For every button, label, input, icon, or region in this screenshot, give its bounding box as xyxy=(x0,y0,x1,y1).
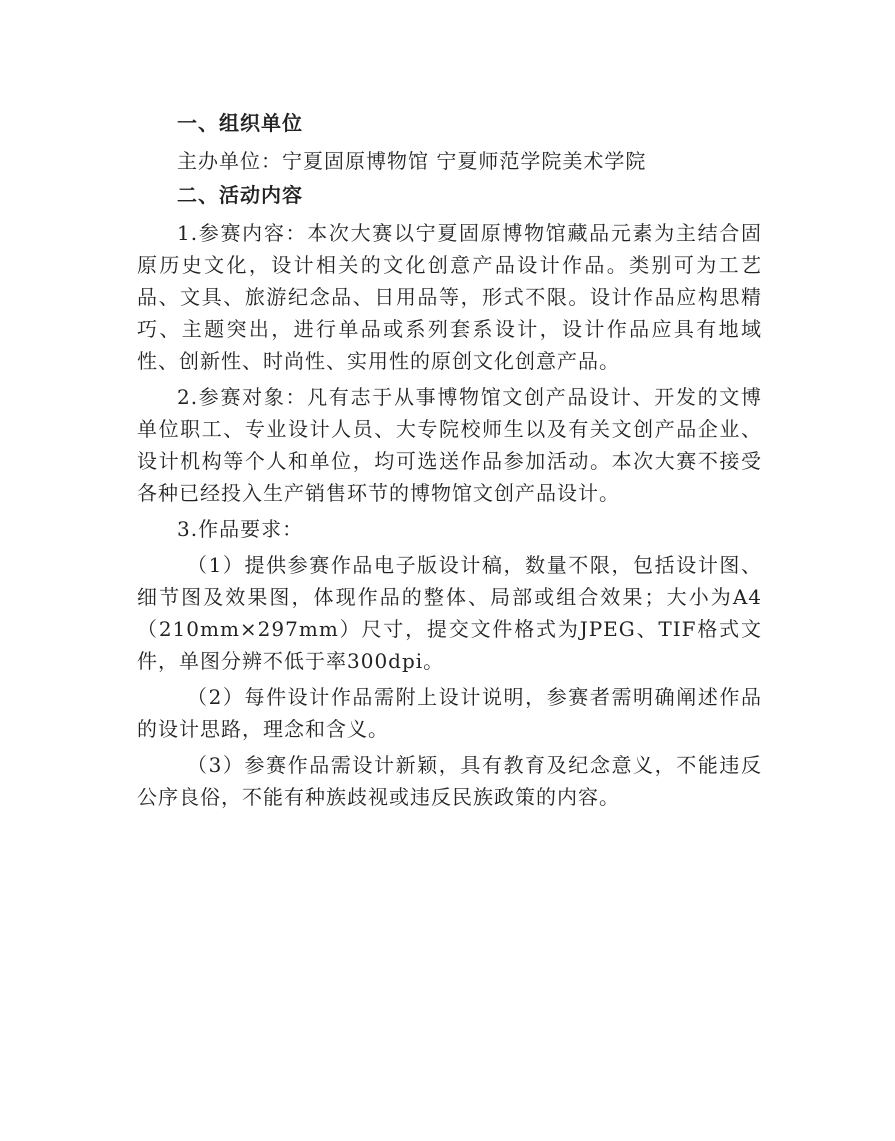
organizers-text: 主办单位：宁夏固原博物馆 宁夏师范学院美术学院 xyxy=(177,149,647,173)
paragraph-requirements-title: 3.作品要求： xyxy=(177,517,304,541)
requirement-item-3: （3）参赛作品需设计新颖，具有教育及纪念意义，不能违反公序良俗，不能有种族歧视或违反民族政策的内容。 xyxy=(137,753,762,809)
paragraph-participants: 2.参赛对象：凡有志于从事博物馆文创产品设计、开发的文博单位职工、专业设计人员、大专院校师生以及有关文创产品企业、设计机构等个人和单位，均可选送作品参加活动。本次大赛不接受各种已经投入生产销售环节的博物馆文创产品设计。 xyxy=(137,385,762,505)
requirement-item-2: （2）每件设计作品需附上设计说明，参赛者需明确阐述作品的设计思路，理念和含义。 xyxy=(137,685,762,741)
section-heading-organizers: 一、组织单位 xyxy=(177,111,303,135)
section-heading-activity: 二、活动内容 xyxy=(177,183,303,207)
document-body xyxy=(137,105,762,813)
paragraph-entry-content: 1.参赛内容：本次大赛以宁夏固原博物馆藏品元素为主结合固原历史文化，设计相关的文化创意产品设计作品。类别可为工艺品、文具、旅游纪念品、日用品等，形式不限。设计作品应构思精巧、主题突出，进行单品或系列套系设计，设计作品应具有地域性、创新性、时尚性、实用性的原创文化创意产品。 xyxy=(137,221,762,373)
requirement-item-1: （1）提供参赛作品电子版设计稿，数量不限，包括设计图、细节图及效果图，体现作品的整体、局部或组合效果；大小为A4（210mm×297mm）尺寸，提交文件格式为JPEG、TIF格式文件，单图分辨不低于率300dpi。 xyxy=(137,553,762,673)
